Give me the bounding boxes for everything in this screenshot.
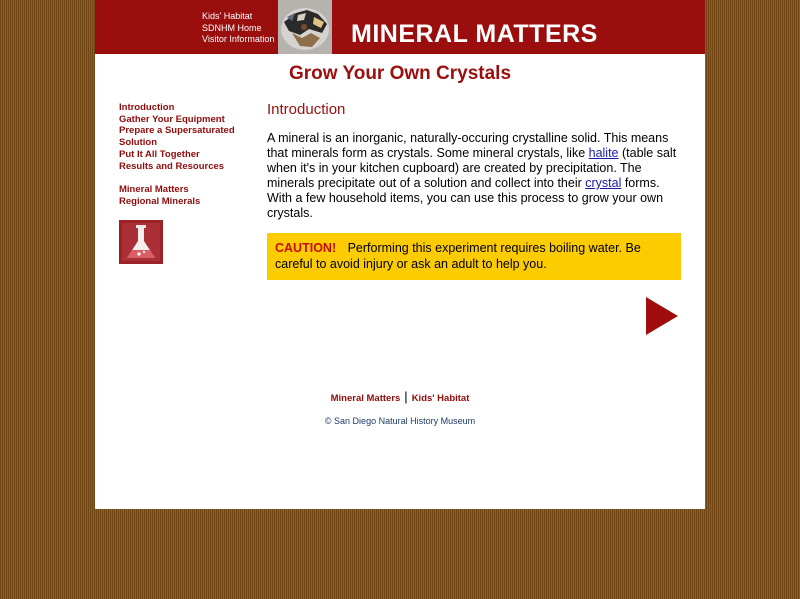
site-title: MINERAL MATTERS <box>351 20 598 48</box>
sidebar-link-introduction[interactable]: Introduction <box>119 102 175 113</box>
mineral-logo-graphic <box>278 0 332 54</box>
crystal-link[interactable]: crystal <box>585 176 622 190</box>
halite-link[interactable]: halite <box>588 146 619 160</box>
sidebar-gap <box>119 172 249 184</box>
footer-separator: | <box>404 389 408 404</box>
main-content <box>267 99 681 280</box>
intro-paragraph <box>267 131 681 221</box>
caution-text: Performing this experiment requires boiling water. Be careful to avoid injury or ask an adult to help you. <box>275 241 641 271</box>
copyright <box>95 416 705 426</box>
flask-graphic <box>119 220 163 264</box>
page-container <box>95 0 705 509</box>
header-banner <box>95 0 705 54</box>
top-link-sdnhm-home[interactable]: SDNHM Home <box>202 22 262 33</box>
intro-text-1: A mineral is an inorganic, naturally-occuring crystalline solid. This means that minerals form as crystals. Some mineral crystals, like <box>267 131 669 160</box>
sidebar-link-results-resources[interactable]: Results and Resources <box>119 160 225 172</box>
intro-text-3: forms. With a few household items, you can use this process to grow your own crystals. <box>267 176 664 220</box>
sidebar-link-mineral-matters[interactable]: Mineral Matters <box>119 184 189 196</box>
copyright-symbol: © <box>324 416 332 426</box>
sidebar-link-regional-minerals[interactable]: Regional Minerals <box>119 195 201 207</box>
sidebar-link-gather-equipment[interactable]: Gather Your Equipment <box>119 113 225 125</box>
caution-box <box>267 233 681 280</box>
top-link-kids-habitat[interactable]: Kids' Habitat <box>202 11 253 21</box>
next-arrow-graphic <box>646 297 678 335</box>
mineral-logo-icon[interactable] <box>278 0 332 54</box>
flask-icon[interactable] <box>119 220 163 264</box>
footer-nav <box>95 389 705 404</box>
next-arrow-icon[interactable] <box>646 297 678 335</box>
caution-label: CAUTION! <box>275 241 337 255</box>
intro-text-2: (table salt when it's in your kitchen cupboard) are created by precipitation. The minerals precipitate out of a solution and collect into their <box>267 146 677 190</box>
footer-link-kids-habitat[interactable]: Kids' Habitat <box>411 393 470 404</box>
sidebar-nav <box>119 102 249 264</box>
footer-link-mineral-matters[interactable]: Mineral Matters <box>330 393 401 404</box>
top-nav <box>202 11 274 46</box>
sidebar-link-put-it-together[interactable]: Put It All Together <box>119 148 200 160</box>
top-link-visitor-information[interactable]: Visitor Information <box>202 34 275 44</box>
sidebar-link-prepare-solution[interactable]: Prepare a Supersaturated Solution <box>119 125 235 149</box>
section-heading: Introduction <box>267 101 346 118</box>
page-title: Grow Your Own Crystals <box>288 63 512 84</box>
copyright-text: San Diego Natural History Museum <box>334 416 476 426</box>
